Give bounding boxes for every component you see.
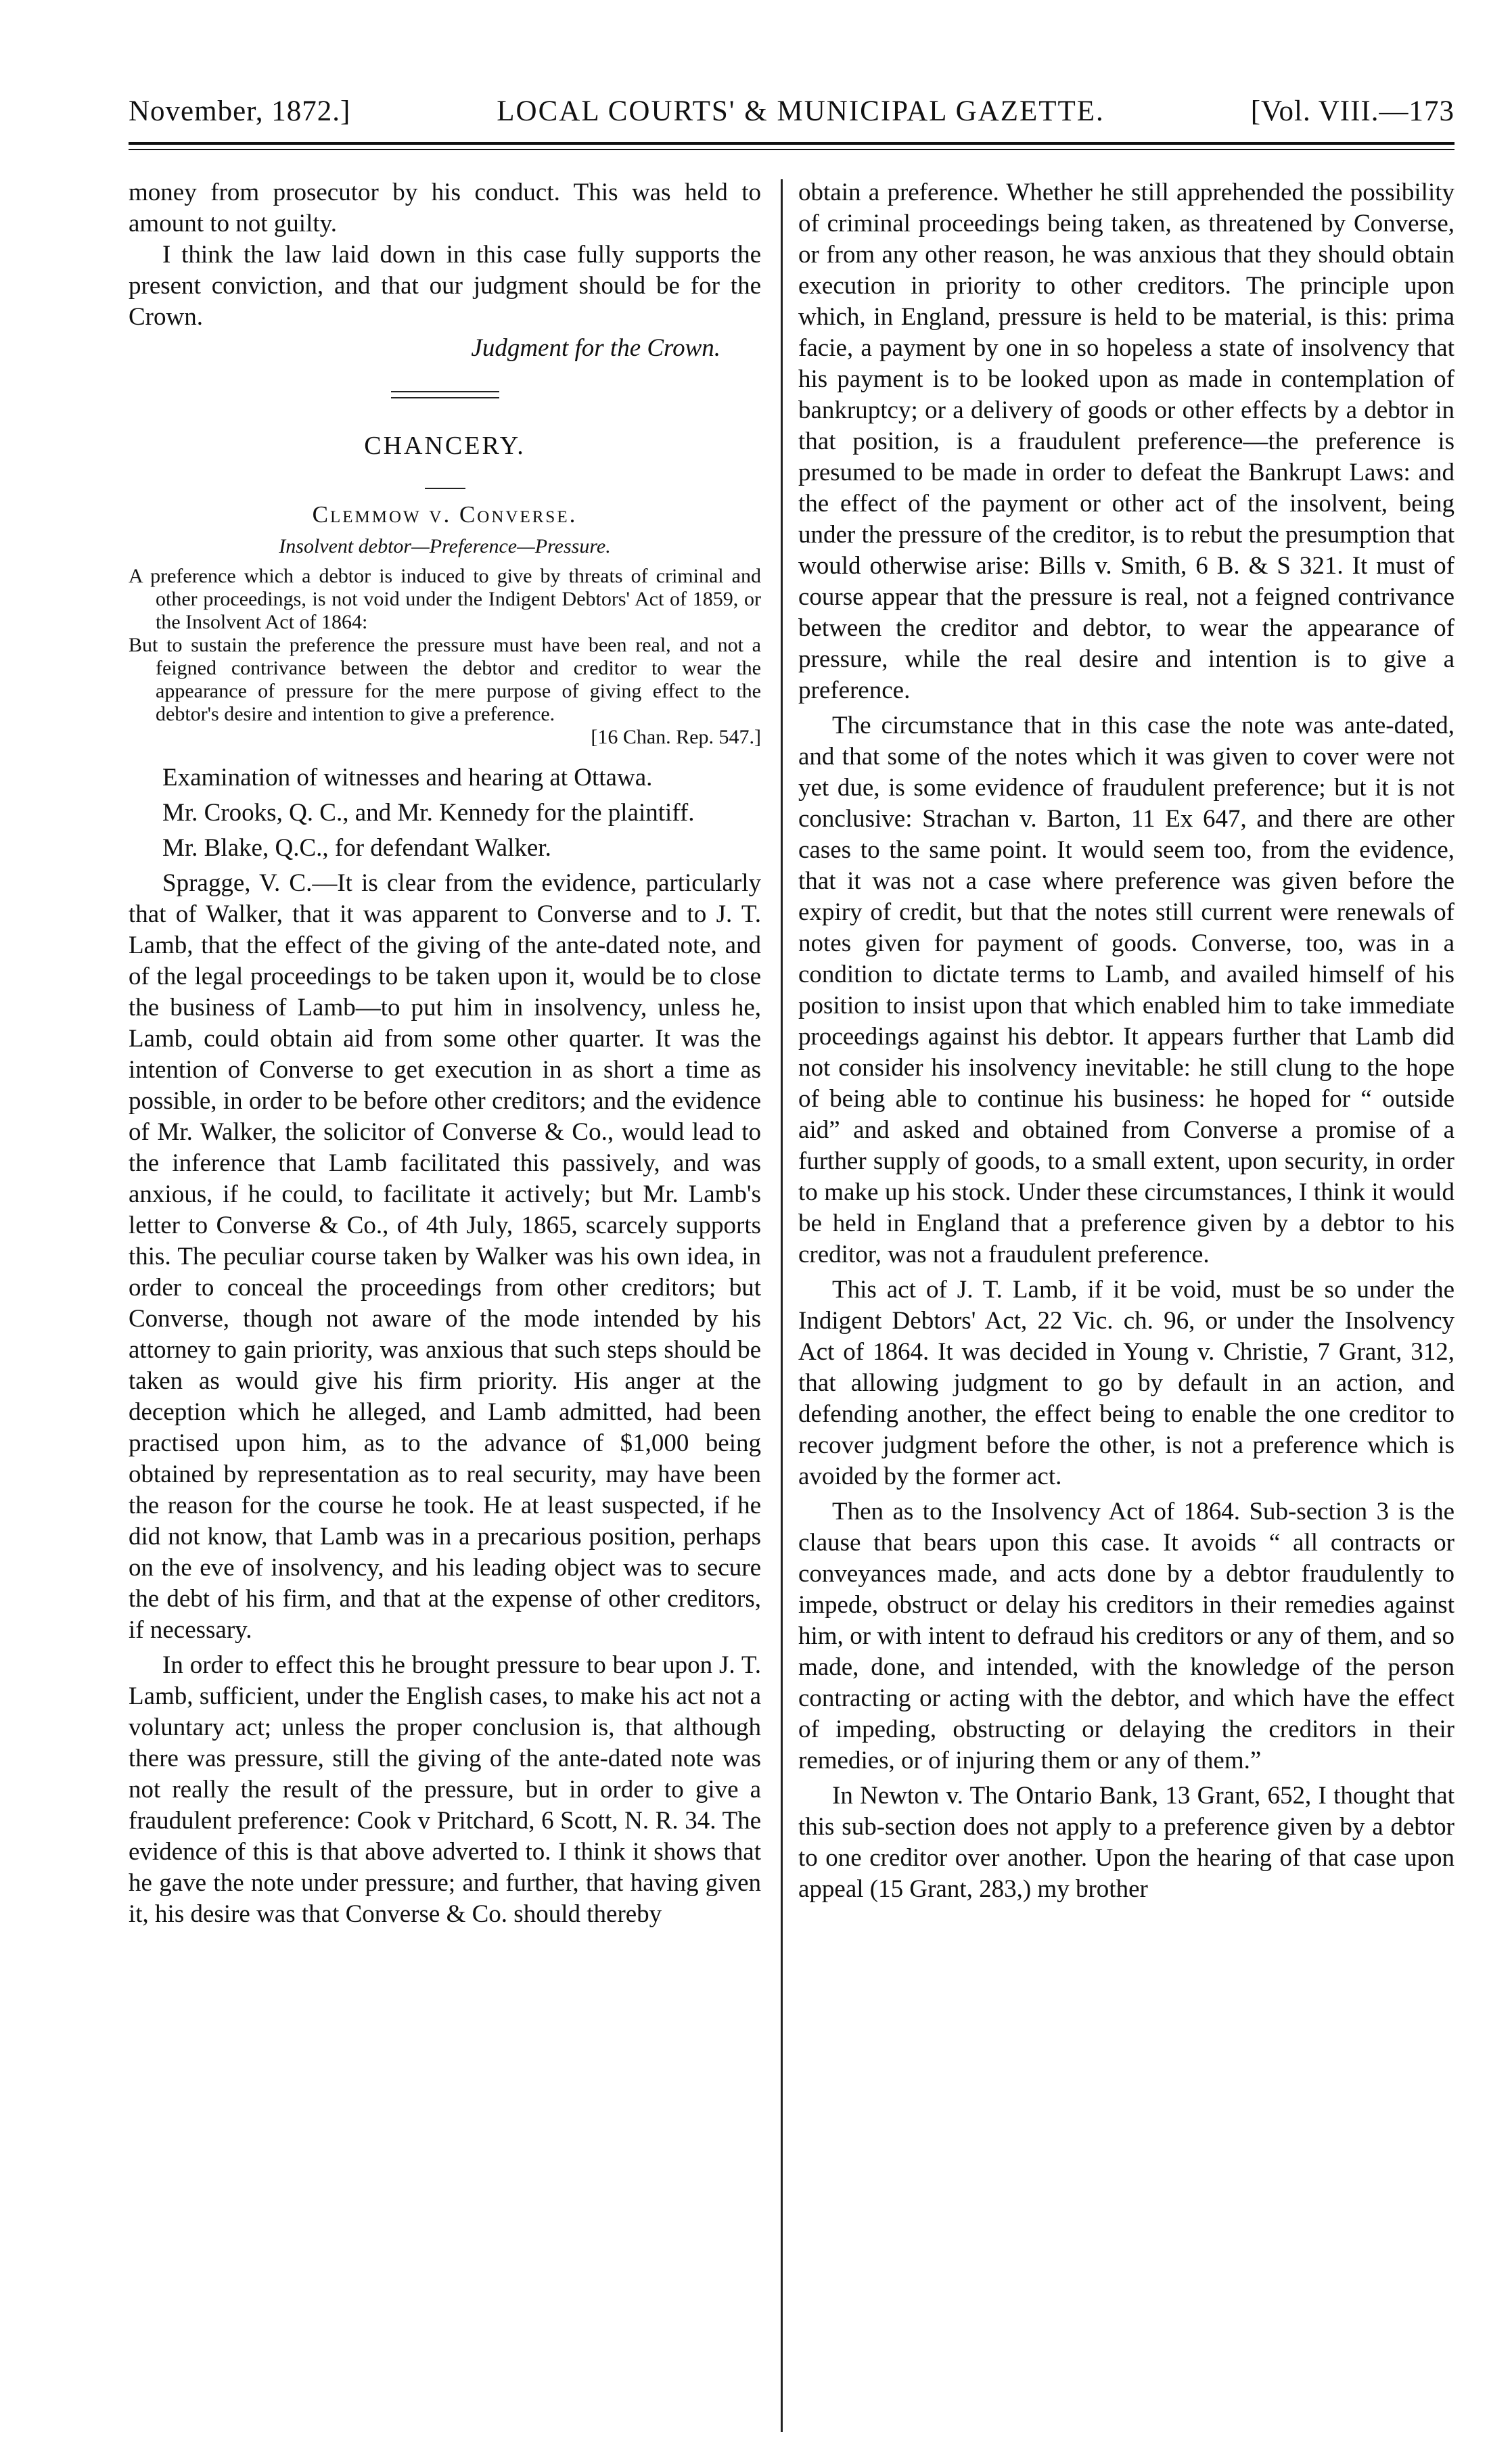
paragraph: I think the law laid down in this case fully supports the present conviction, and that our judgment should be for the Crown. bbox=[129, 241, 761, 331]
running-header bbox=[129, 95, 1454, 142]
paragraph: money from prosecutor by his conduct. This was held to amount to not guilty. bbox=[129, 179, 761, 237]
paragraph: Mr. Blake, Q.C., for defendant Walker. bbox=[162, 834, 551, 862]
paragraph: Spragge, V. C.—It is clear from the evidence, particularly that of Walker, that it was apparent to Converse and to J. T. Lamb, that the effect of the giving of the ante-dated note, and of the legal proceedings to be taken upon it, would be to close the business of Lamb—to put him in insolvency, unless he, Lamb, could obtain aid from some other quarter. It was the intention of Converse to get execution in as short a time as possible, in order to be before other creditors; and the evidence of Mr. Walker, the solicitor of Converse & Co., would lead to the inference that Lamb facilitated this passively, and was anxious, if he could, to facilitate it actively; but Mr. Lamb's letter to Converse & Co., of 4th July, 1865, scarcely supports this. The peculiar course taken by Walker was his own idea, in order to conceal the proceedings from other creditors; but Converse, though not aware of the mode intended by his attorney to gain priority, was anxious that such steps should be taken as would give his firm priority. His anger at the deception which he alleged, and Lamb admitted, had been practised upon him, as to the advance of $1,000 being obtained by representation as to real security, may have been the reason for the course he took. He at least suspected, if he did not know, that Lamb was in a precarious position, perhaps on the eve of insolvency, and his leading object was to secure the debt of his firm, and that at the expense of other creditors, if necessary. bbox=[129, 869, 761, 1644]
header-title: LOCAL COURTS' & MUNICIPAL GAZETTE. bbox=[497, 95, 1105, 127]
section-title: CHANCERY. bbox=[364, 432, 526, 460]
right-column bbox=[798, 177, 1454, 1905]
header-date: November, 1872.] bbox=[129, 95, 351, 127]
judgment-line: Judgment for the Crown. bbox=[471, 334, 720, 362]
paragraph: In order to effect this he brought pressure to bear upon J. T. Lamb, sufficient, under the English cases, to make his act not a voluntary act; unless the proper conclusion is, that although there was pressure, still the giving of the ante-dated note was not really the result of the pressure, but in order to give a fraudulent preference: Cook v Pritchard, 6 Scott, N. R. 34. The evidence of this is that above adverted to. I think it shows that he gave the note under pressure; and further, that having given it, his desire was that Converse & Co. should thereby bbox=[129, 1651, 761, 1928]
header-rule-thin bbox=[129, 149, 1454, 150]
header-rule-thick bbox=[129, 142, 1454, 145]
paragraph: The circumstance that in this case the note was ante-dated, and that some of the notes which it was given to cover were not yet due, is some evidence of fraudulent preference; but it is not conclusive: Strachan v. Barton, 11 Ex 647, and there are other cases to the same point. It would seem too, from the evidence, that it was not a case where preference was given before the expiry of credit, but that the notes still current were renewals of notes given for payment of goods. Converse, too, was in a condition to dictate terms to Lamb, and availed himself of his position to insist upon that which enabled him to take immediate proceedings against his debtor. It appears further that Lamb did not consider his insolvency inevitable: he still clung to the hope of being able to continue his business: he hoped for “ outside aid” and asked and obtained from Converse a promise of a further supply of goods, to a small extent, upon security, in order to make up his stock. Under these circumstances, I think it would be held in England that a preference given by a debtor to his creditor, was not a fraudulent preference. bbox=[798, 712, 1454, 1268]
column-divider bbox=[781, 179, 783, 2432]
section-divider bbox=[391, 391, 499, 398]
case-subtitle: Insolvent debtor—Preference—Pressure. bbox=[279, 535, 611, 557]
paragraph: Then as to the Insolvency Act of 1864. Sub-section 3 is the clause that bears upon this case. It avoids “ all contracts or conveyances made, and acts done by a debtor fraudulently to impede, obstruct or delay his creditors in their remedies against him, or with intent to defraud his creditors or any of them, and so made, done, and intended, with the knowledge of the person contracting or acting with the debtor, and which have the effect of impeding, obstructing or delaying the creditors in their remedies, or of injuring them or any of them.” bbox=[798, 1498, 1454, 1774]
paragraph: obtain a preference. Whether he still apprehended the possibility of criminal proceedings being taken, as threatened by Converse, or from any other reason, he was anxious that they should obtain execution in priority to other creditors. The principle upon which, in England, pressure is held to be material, is this: prima facie, a payment by one in so hopeless a state of insolvency that his payment is to be looked upon as made in contemplation of bankruptcy; or a delivery of goods or other effects by a debtor in that position, is a fraudulent preference—the preference is presumed to be made in order to defeat the Bankrupt Laws: and the effect of the payment or other act of the insolvent, being under the pressure of the creditor, is to rebut the presumption that would otherwise arise: Bills v. Smith, 6 B. & S 321. It must of course appear that the pressure is real, not a feigned contrivance between the creditor and debtor, to wear the appearance of pressure, while the real desire and intention is to give a preference. bbox=[798, 179, 1454, 704]
citation: [16 Chan. Rep. 547.] bbox=[591, 726, 761, 748]
case-title: Clemmow v. Converse. bbox=[312, 501, 578, 528]
paragraph: This act of J. T. Lamb, if it be void, must be so under the Indigent Debtors' Act, 22 Vic. ch. 96, or under the Insolvency Act of 1864. It was decided in Young v. Christie, 7 Grant, 312, that allowing judgment to go by default in an action, and defending another, the effect being to enable the one creditor to recover judgment before the other, is not a preference which is avoided by the former act. bbox=[798, 1276, 1454, 1490]
paragraph: Examination of witnesses and hearing at Ottawa. bbox=[162, 764, 653, 791]
paragraph: Mr. Crooks, Q. C., and Mr. Kennedy for the plaintiff. bbox=[162, 799, 695, 827]
headnote: A preference which a debtor is induced to give by threats of criminal and other proceedings, is not void under the Indigent Debtors' Act of 1859, or the Insolvent Act of 1864: bbox=[129, 565, 761, 633]
header-volume: [Vol. VIII.—173 bbox=[1250, 95, 1454, 127]
case-divider bbox=[425, 488, 465, 489]
left-column bbox=[129, 177, 761, 1930]
headnote: But to sustain the preference the pressure must have been real, and not a feigned contrivance between the debtor and creditor to wear the appearance of pressure for the mere purpose of giving effect to the debtor's desire and intention to give a preference. bbox=[129, 634, 761, 725]
paragraph: In Newton v. The Ontario Bank, 13 Grant, 652, I thought that this sub-section does not apply to a preference given by a debtor to one creditor over another. Upon the hearing of that case upon appeal (15 Grant, 283,) my brother bbox=[798, 1782, 1454, 1903]
